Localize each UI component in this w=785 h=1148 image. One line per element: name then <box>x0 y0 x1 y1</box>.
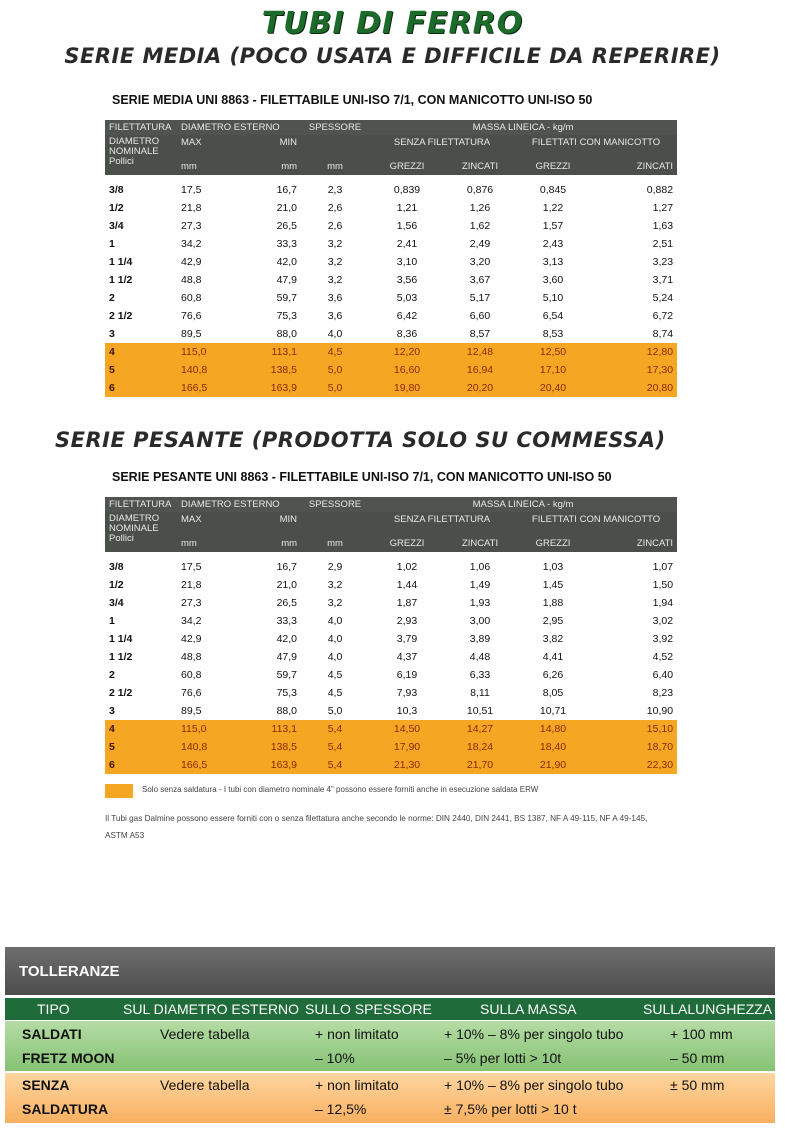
table-cell: 21,8 <box>181 579 202 591</box>
table-cell: 16,94 <box>445 361 515 379</box>
col-diametro: SUL DIAMETRO ESTERNO <box>123 1001 300 1017</box>
table-cell: 48,8 <box>181 274 202 286</box>
tolleranze-column-headers <box>5 998 775 1020</box>
table-cell: 3,20 <box>469 256 491 268</box>
table-cell: 15,10 <box>591 720 677 738</box>
table-row <box>105 325 677 343</box>
table-cell: 1,27 <box>652 202 674 214</box>
saldati-lunghezza-1: + 100 mm <box>670 1026 733 1042</box>
table-cell: 3,2 <box>327 579 343 591</box>
table-cell: 2 1/2 <box>109 687 133 699</box>
table-cell: 8,11 <box>470 687 490 699</box>
table-cell: 42,0 <box>276 256 298 268</box>
saldati-massa-1: + 10% – 8% per singolo tubo <box>444 1026 624 1042</box>
table-cell: 20,40 <box>515 379 591 397</box>
table-cell: 42,9 <box>181 256 202 268</box>
table-caption-media: SERIE MEDIA UNI 8863 - FILETTABILE UNI-ISO 7/1, CON MANICOTTO UNI-ISO 50 <box>112 93 593 107</box>
table-cell: 27,3 <box>181 220 202 232</box>
table-cell: 1,49 <box>469 579 491 591</box>
table-cell: 10,3 <box>396 705 418 717</box>
saldati-lunghezza-2: – 50 mm <box>670 1050 725 1066</box>
header-massa-lineica: MASSA LINEICA - kg/m <box>369 497 677 512</box>
table-cell: 138,5 <box>239 361 301 379</box>
table-cell: 5 <box>105 738 177 756</box>
table-cell: 4 <box>105 343 177 361</box>
table-cell: 22,30 <box>591 756 677 774</box>
table-row <box>105 361 677 379</box>
header-pollici: Pollici <box>109 533 134 544</box>
table-cell: 12,80 <box>591 343 677 361</box>
header-unit-mm: mm <box>239 150 301 175</box>
table-cell: 89,5 <box>181 328 202 340</box>
table-cell: 5,4 <box>301 738 369 756</box>
table-cell: 3 <box>109 328 115 340</box>
table-cell: 1 <box>109 615 115 627</box>
header-filettatura: FILETTATURA <box>105 497 177 512</box>
table-cell: 17,90 <box>369 738 445 756</box>
header-unit-mm: mm <box>301 150 369 175</box>
header-grezzi: GREZZI <box>369 527 445 552</box>
table-row <box>105 253 677 271</box>
table-caption-pesante: SERIE PESANTE UNI 8863 - FILETTABILE UNI-ISO 7/1, CON MANICOTTO UNI-ISO 50 <box>112 470 612 484</box>
page-title: TUBI DI FERRO <box>261 6 524 41</box>
table-cell: 17,5 <box>181 561 202 573</box>
header-unit-mm: mm <box>177 150 239 175</box>
section-title-pesante: SERIE PESANTE (PRODOTTA SOLO SU COMMESSA) <box>55 428 666 452</box>
table-cell: 5,17 <box>469 292 491 304</box>
table-row <box>105 271 677 289</box>
header-unit-mm: mm <box>177 527 239 552</box>
table-cell: 0,839 <box>393 184 421 196</box>
table-cell: 0,876 <box>466 184 494 196</box>
table-cell: 4,5 <box>301 343 369 361</box>
header-spessore: SPESSORE <box>301 497 369 512</box>
header-senza-filettatura: SENZA FILETTATURA <box>369 135 515 150</box>
senza-spessore-1: + non limitato <box>315 1077 399 1093</box>
table-cell: 60,8 <box>181 292 202 304</box>
table-cell: 5,4 <box>301 756 369 774</box>
table-cell: 14,27 <box>445 720 515 738</box>
senza-spessore-2: – 12,5% <box>315 1101 367 1117</box>
header-zincati: ZINCATI <box>445 150 515 175</box>
saldati-diametro: Vedere tabella <box>160 1026 250 1042</box>
table-cell: 10,51 <box>466 705 494 717</box>
col-lunghezza: SULLALUNGHEZZA <box>643 1001 773 1017</box>
table-cell: 33,3 <box>276 615 298 627</box>
table-cell: 7,93 <box>396 687 418 699</box>
table-cell: 3,6 <box>327 310 343 322</box>
table-cell: 3,67 <box>469 274 491 286</box>
table-row <box>105 612 677 630</box>
table-cell: 113,1 <box>239 720 301 738</box>
table-cell: 3,00 <box>469 615 491 627</box>
table-cell: 3,2 <box>327 256 343 268</box>
header-min: MIN <box>239 135 301 150</box>
table-cell: 75,3 <box>276 687 298 699</box>
table-cell: 0,845 <box>539 184 567 196</box>
table-cell: 2 1/2 <box>109 310 133 322</box>
table-cell: 8,57 <box>469 328 491 340</box>
section-title-media: SERIE MEDIA (POCO USATA E DIFFICILE DA REPERIRE) <box>64 44 721 68</box>
table-cell: 88,0 <box>276 705 298 717</box>
table-cell: 6,19 <box>396 669 418 681</box>
table-cell: 14,50 <box>369 720 445 738</box>
table-cell: 47,9 <box>276 274 298 286</box>
table-cell: 20,80 <box>591 379 677 397</box>
table-cell: 3,10 <box>396 256 418 268</box>
table-cell: 5,10 <box>542 292 564 304</box>
table-cell: 2,93 <box>396 615 418 627</box>
tolleranze-title: TOLLERANZE <box>19 963 120 980</box>
header-max: MAX <box>177 512 239 527</box>
header-zincati: ZINCATI <box>591 527 677 552</box>
table-cell: 26,5 <box>276 597 298 609</box>
table-cell: 60,8 <box>181 669 202 681</box>
table-cell: 1,45 <box>542 579 564 591</box>
table-cell: 3 <box>109 705 115 717</box>
table-cell: 5,0 <box>327 705 343 717</box>
table-cell: 3,6 <box>327 292 343 304</box>
table-cell: 166,5 <box>177 756 239 774</box>
table-row <box>105 199 677 217</box>
table-cell: 3/4 <box>109 597 124 609</box>
table-cell: 42,9 <box>181 633 202 645</box>
table-cell: 1,94 <box>652 597 674 609</box>
table-cell: 5,0 <box>301 361 369 379</box>
table-cell: 19,80 <box>369 379 445 397</box>
table-cell: 14,80 <box>515 720 591 738</box>
table-cell: 1,44 <box>396 579 418 591</box>
header-grezzi: GREZZI <box>369 150 445 175</box>
table-cell: 115,0 <box>177 343 239 361</box>
footnote: Il Tubi gas Dalmine possono essere forniti con o senza filettatura anche secondo le norme: DIN 2440, DIN 2441, BS 1387, NF A 49-115, NF A 49-145, ASTM A53 <box>105 814 648 840</box>
table-cell: 34,2 <box>181 238 202 250</box>
table-cell: 75,3 <box>276 310 298 322</box>
header-diametro-esterno: DIAMETRO ESTERNO <box>177 497 301 512</box>
header-diametro-nominale: DIAMETRO NOMINALE <box>109 513 160 534</box>
header-massa-lineica: MASSA LINEICA - kg/m <box>369 120 677 135</box>
table-row <box>105 379 677 397</box>
table-cell: 1,63 <box>652 220 674 232</box>
table-cell: 1,88 <box>542 597 564 609</box>
table-cell: 1,26 <box>469 202 491 214</box>
table-cell: 16,60 <box>369 361 445 379</box>
table-cell: 12,20 <box>369 343 445 361</box>
table-cell: 6 <box>105 756 177 774</box>
table-serie-media <box>105 120 677 397</box>
table-cell: 8,53 <box>542 328 564 340</box>
table-cell: 1 1/4 <box>109 633 133 645</box>
tipo-saldatura: SALDATURA <box>22 1101 109 1117</box>
table-cell: 3,56 <box>396 274 418 286</box>
table-cell: 4,0 <box>327 651 343 663</box>
table-row <box>105 235 677 253</box>
table-cell: 4,37 <box>396 651 418 663</box>
table-cell: 3,23 <box>652 256 674 268</box>
table-cell: 1,07 <box>652 561 674 573</box>
table-row <box>105 720 677 738</box>
tolleranze-header <box>5 947 775 995</box>
table-cell: 4,0 <box>327 328 343 340</box>
table-cell: 59,7 <box>276 292 298 304</box>
table-cell: 42,0 <box>276 633 298 645</box>
table-cell: 2,3 <box>327 184 343 196</box>
table-cell: 1,57 <box>542 220 564 232</box>
table-cell: 18,24 <box>445 738 515 756</box>
saldati-spessore-2: – 10% <box>315 1050 355 1066</box>
header-zincati: ZINCATI <box>591 150 677 175</box>
table-cell: 10,71 <box>539 705 567 717</box>
table-cell: 3/8 <box>109 184 124 196</box>
header-grezzi: GREZZI <box>515 150 591 175</box>
table-cell: 113,1 <box>239 343 301 361</box>
header-diametro-nominale: DIAMETRO NOMINALE <box>109 136 160 157</box>
table-cell: 6,33 <box>469 669 491 681</box>
header-filettatura: FILETTATURA <box>105 120 177 135</box>
table-cell: 33,3 <box>276 238 298 250</box>
table-cell: 88,0 <box>276 328 298 340</box>
col-spessore: SULLO SPESSORE <box>305 1001 432 1017</box>
table-cell: 8,23 <box>652 687 674 699</box>
table-cell: 4,5 <box>327 687 343 699</box>
legend-text: Solo senza saldatura - I tubi con diametro nominale 4" possono essere forniti anche in esecuzione saldata ERW <box>142 785 539 794</box>
table-cell: 89,5 <box>181 705 202 717</box>
table-cell: 3,82 <box>542 633 564 645</box>
table-cell: 5,0 <box>301 379 369 397</box>
table-cell: 1/2 <box>109 202 124 214</box>
header-filettati-manicotto: FILETTATI CON MANICOTTO <box>515 512 677 527</box>
table-row <box>105 684 677 702</box>
senza-massa-1: + 10% – 8% per singolo tubo <box>444 1077 624 1093</box>
table-cell: 2,51 <box>652 238 674 250</box>
table-row <box>105 181 677 199</box>
header-pollici: Pollici <box>109 156 134 167</box>
saldati-spessore-1: + non limitato <box>315 1026 399 1042</box>
table-cell: 4,52 <box>652 651 674 663</box>
table-cell: 1,22 <box>542 202 564 214</box>
table-cell: 17,10 <box>515 361 591 379</box>
table-cell: 1,50 <box>652 579 674 591</box>
table-cell: 1/2 <box>109 579 124 591</box>
header-unit-mm: mm <box>239 527 301 552</box>
table-cell: 21,0 <box>276 202 298 214</box>
table-cell: 163,9 <box>239 379 301 397</box>
table-row <box>105 738 677 756</box>
tipo-senza: SENZA <box>22 1077 70 1093</box>
header-diametro-esterno: DIAMETRO ESTERNO <box>177 120 301 135</box>
table-cell: 1,56 <box>396 220 418 232</box>
table-row <box>105 702 677 720</box>
header-unit-mm: mm <box>301 527 369 552</box>
table-cell: 2,41 <box>396 238 418 250</box>
table-cell: 2,95 <box>542 615 564 627</box>
legend-swatch <box>105 784 133 798</box>
table-cell: 1,93 <box>469 597 491 609</box>
table-cell: 4,48 <box>469 651 491 663</box>
table-cell: 5,24 <box>652 292 674 304</box>
table-cell: 6,60 <box>469 310 491 322</box>
senza-massa-2: ± 7,5% per lotti > 10 t <box>444 1101 577 1117</box>
table-cell: 3,2 <box>327 238 343 250</box>
table-cell: 27,3 <box>181 597 202 609</box>
table-cell: 3,2 <box>327 597 343 609</box>
table-cell: 8,05 <box>542 687 564 699</box>
table-cell: 5,4 <box>301 720 369 738</box>
table-row <box>105 343 677 361</box>
table-cell: 76,6 <box>181 687 202 699</box>
table-row <box>105 630 677 648</box>
table-row <box>105 558 677 576</box>
table-cell: 3,02 <box>652 615 674 627</box>
table-cell: 21,90 <box>515 756 591 774</box>
table-cell: 4,5 <box>327 669 343 681</box>
table-cell: 163,9 <box>239 756 301 774</box>
header-grezzi: GREZZI <box>515 527 591 552</box>
table-cell: 3,2 <box>327 274 343 286</box>
table-cell: 1,03 <box>542 561 564 573</box>
table-cell: 3,79 <box>396 633 418 645</box>
table-cell: 3,92 <box>652 633 674 645</box>
table-cell: 2 <box>109 292 115 304</box>
header-min: MIN <box>239 512 301 527</box>
table-cell: 1 1/4 <box>109 256 133 268</box>
table-cell: 20,20 <box>445 379 515 397</box>
table-row <box>105 666 677 684</box>
table-cell: 76,6 <box>181 310 202 322</box>
table-row <box>105 217 677 235</box>
table-cell: 48,8 <box>181 651 202 663</box>
table-row <box>105 756 677 774</box>
table-cell: 115,0 <box>177 720 239 738</box>
table-cell: 6,42 <box>396 310 418 322</box>
table-cell: 138,5 <box>239 738 301 756</box>
tipo-fretz-moon: FRETZ MOON <box>22 1050 115 1066</box>
table-cell: 1,02 <box>396 561 418 573</box>
table-cell: 21,0 <box>276 579 298 591</box>
table-cell: 140,8 <box>177 738 239 756</box>
table-serie-pesante <box>105 497 677 774</box>
table-cell: 3/4 <box>109 220 124 232</box>
table-cell: 6,72 <box>652 310 674 322</box>
table-cell: 1,21 <box>396 202 418 214</box>
table-row <box>105 307 677 325</box>
table-cell: 3/8 <box>109 561 124 573</box>
table-cell: 3,60 <box>542 274 564 286</box>
table-cell: 6,26 <box>542 669 564 681</box>
table-cell: 1,62 <box>469 220 491 232</box>
table-cell: 18,40 <box>515 738 591 756</box>
senza-lunghezza-1: ± 50 mm <box>670 1077 725 1093</box>
col-tipo: TIPO <box>37 1001 70 1017</box>
table-cell: 1 1/2 <box>109 274 133 286</box>
table-cell: 3,89 <box>469 633 491 645</box>
table-cell: 4,0 <box>327 615 343 627</box>
table-row <box>105 289 677 307</box>
table-cell: 0,882 <box>646 184 674 196</box>
table-row <box>105 576 677 594</box>
table-cell: 2,6 <box>327 202 343 214</box>
table-cell: 16,7 <box>276 184 298 196</box>
header-senza-filettatura: SENZA FILETTATURA <box>369 512 515 527</box>
table-row <box>105 594 677 612</box>
table-cell: 2 <box>109 669 115 681</box>
senza-diametro: Vedere tabella <box>160 1077 250 1093</box>
table-cell: 17,5 <box>181 184 202 196</box>
table-cell: 1,87 <box>396 597 418 609</box>
table-cell: 6 <box>105 379 177 397</box>
table-cell: 47,9 <box>276 651 298 663</box>
table-cell: 8,74 <box>652 328 674 340</box>
table-cell: 2,49 <box>469 238 491 250</box>
header-filettati-manicotto: FILETTATI CON MANICOTTO <box>515 135 677 150</box>
table-cell: 6,40 <box>652 669 674 681</box>
tipo-saldati: SALDATI <box>22 1026 82 1042</box>
table-cell: 5,03 <box>396 292 418 304</box>
table-cell: 10,90 <box>646 705 674 717</box>
table-cell: 2,43 <box>542 238 564 250</box>
table-cell: 4,0 <box>327 633 343 645</box>
table-cell: 8,36 <box>396 328 418 340</box>
table-cell: 17,30 <box>591 361 677 379</box>
table-cell: 3,71 <box>652 274 674 286</box>
table-cell: 12,48 <box>445 343 515 361</box>
table-cell: 21,30 <box>369 756 445 774</box>
table-cell: 1 1/2 <box>109 651 133 663</box>
header-zincati: ZINCATI <box>445 527 515 552</box>
col-massa: SULLA MASSA <box>480 1001 577 1017</box>
table-cell: 26,5 <box>276 220 298 232</box>
saldati-massa-2: – 5% per lotti > 10t <box>444 1050 562 1066</box>
table-cell: 2,9 <box>327 561 343 573</box>
header-spessore: SPESSORE <box>301 120 369 135</box>
table-cell: 59,7 <box>276 669 298 681</box>
table-cell: 16,7 <box>276 561 298 573</box>
table-cell: 5 <box>105 361 177 379</box>
table-cell: 6,54 <box>542 310 564 322</box>
table-cell: 4 <box>105 720 177 738</box>
table-cell: 140,8 <box>177 361 239 379</box>
table-cell: 21,70 <box>445 756 515 774</box>
table-cell: 12,50 <box>515 343 591 361</box>
header-max: MAX <box>177 135 239 150</box>
table-cell: 1 <box>109 238 115 250</box>
table-cell: 3,13 <box>542 256 564 268</box>
table-row <box>105 648 677 666</box>
table-cell: 21,8 <box>181 202 202 214</box>
table-cell: 4,41 <box>542 651 564 663</box>
table-cell: 2,6 <box>327 220 343 232</box>
table-cell: 18,70 <box>591 738 677 756</box>
table-cell: 1,06 <box>469 561 491 573</box>
table-cell: 34,2 <box>181 615 202 627</box>
table-cell: 166,5 <box>177 379 239 397</box>
